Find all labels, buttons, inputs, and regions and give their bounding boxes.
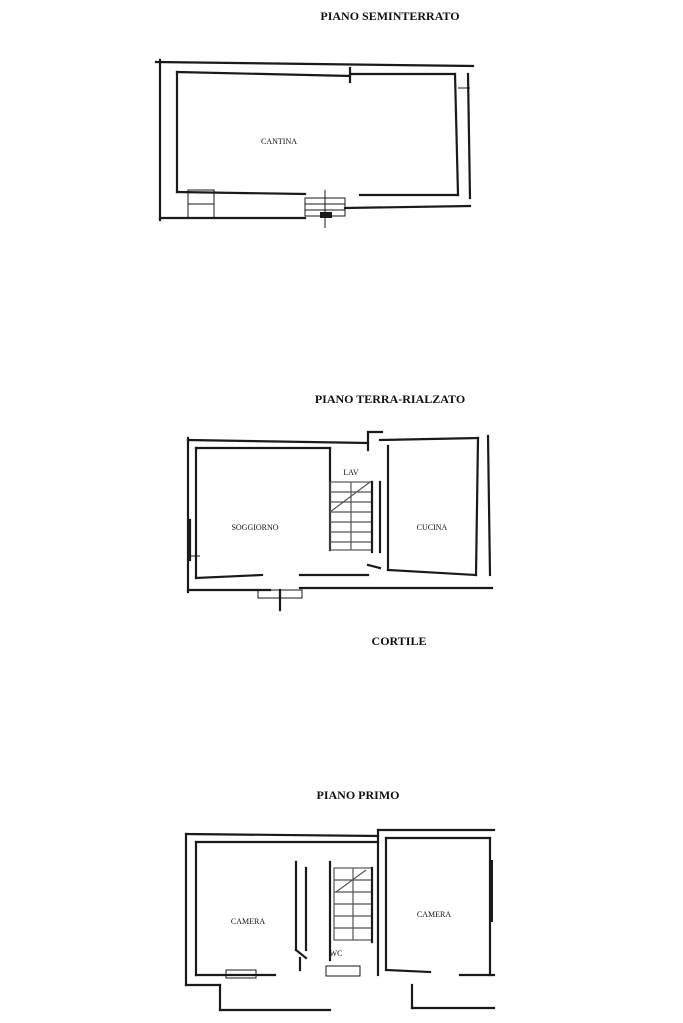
ground-floor-walls — [188, 432, 492, 610]
first-floor-title: PIANO PRIMO — [316, 788, 400, 802]
room-label-cantina: CANTINA — [261, 137, 297, 146]
room-label-soggiorno: SOGGIORNO — [231, 523, 279, 532]
courtyard-label: CORTILE — [371, 634, 427, 648]
room-label-camera-right: CAMERA — [416, 910, 452, 919]
basement-walls — [156, 60, 473, 228]
basement-floor — [156, 9, 473, 228]
room-label-cucina: CUCINA — [416, 523, 448, 532]
ground-floor-title: PIANO TERRA-RIALZATO — [314, 392, 466, 406]
first-floor — [186, 788, 494, 1010]
room-label-lav: LAV — [343, 468, 359, 477]
first-floor-staircase — [334, 868, 372, 942]
room-label-camera-left: CAMERA — [230, 917, 266, 926]
basement-title: PIANO SEMINTERRATO — [320, 9, 460, 23]
room-label-wc: WC — [329, 949, 343, 958]
ground-floor — [188, 392, 492, 610]
ground-floor-staircase — [330, 482, 380, 552]
